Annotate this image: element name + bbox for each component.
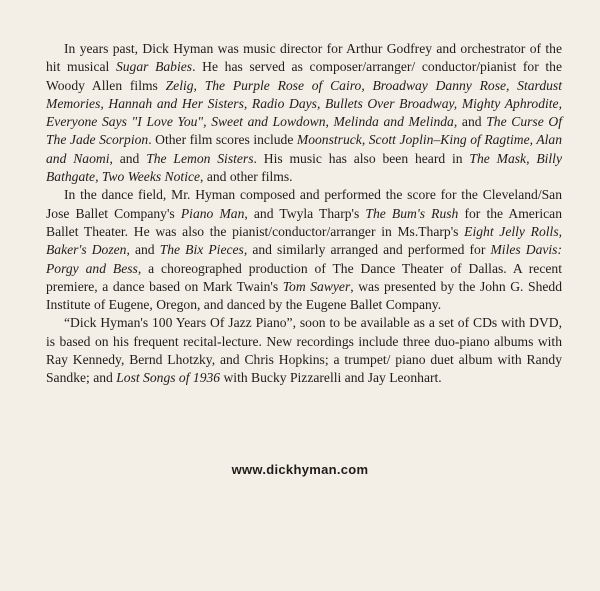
website-url[interactable]: www.dickhyman.com xyxy=(231,462,369,477)
body-text: . His music has also been heard in xyxy=(253,150,470,166)
italic-title-text: Moonstruck, Scott Joplin–King of Ragtime, Alan and Naomi xyxy=(46,132,563,166)
body-text: , and xyxy=(109,150,147,166)
paragraph-dance-work xyxy=(46,186,562,314)
italic-title-text: Eight Jelly Rolls, Baker's Dozen xyxy=(46,223,563,258)
body-text: , and xyxy=(126,242,160,258)
italic-title-text: The Bix Pieces, xyxy=(159,242,248,258)
body-text: for the American Ballet Theater. He was also the pianist/conductor/arranger in Ms.Tharp's xyxy=(46,205,563,239)
body-text: . Other film scores include xyxy=(148,132,297,148)
body-text: “Dick Hyman's 100 Years Of Jazz Piano”, soon to be available as a set of CDs with DVD, is based on his frequent recital-lecture. New recordings include three duo-piano albums with Ray Kennedy, Bernd Lhotzky, and Chris Hopkins; a trumpet/ piano duet album with Randy Sandke; and xyxy=(46,315,562,386)
italic-title-text: The Bum's Rush xyxy=(365,205,459,221)
italic-title-text: Zelig, The Purple Rose of Cairo, Broadway Danny Rose, Stardust Memories, Hannah and Her Sisters, Radio Days, Bullets Over Broadway, Mighty Aphrodite, Everyone Says "I Love You", Sweet and Lowdown, Melinda and Melinda, xyxy=(46,77,562,130)
body-text: In years past, Dick Hyman was music director for Arthur Godfrey and orchestrator of the hit musical xyxy=(46,41,562,75)
paragraph-film-work xyxy=(46,40,562,186)
italic-title-text: The Mask, Billy Bathgate, Two Weeks Notice xyxy=(46,150,562,185)
body-text: , and Twyla Tharp's xyxy=(244,205,366,221)
italic-title-text: Tom Sawyer xyxy=(282,278,351,294)
italic-title-text: The Lemon Sisters xyxy=(146,150,254,166)
italic-title-text: Miles Davis: Porgy and Bess xyxy=(46,242,562,276)
body-text: , and other films. xyxy=(200,169,293,185)
body-text: and xyxy=(457,114,487,130)
body-text: with Bucky Pizzarelli and Jay Leonhart. xyxy=(220,370,442,386)
italic-title-text: Sugar Babies xyxy=(115,59,193,75)
italic-title-text: Piano Man xyxy=(180,205,245,221)
biography-text xyxy=(46,40,562,388)
body-text: and similarly arranged and performed for xyxy=(247,242,491,258)
body-text: . He has served as composer/arranger/ conductor/pianist for the Woody Allen films xyxy=(46,59,563,93)
body-text: In the dance field, Mr. Hyman composed and performed the score for the Cleveland/San Jose Ballet Company's xyxy=(46,187,562,221)
paragraph-recordings xyxy=(46,314,562,387)
body-text: , was presented by the John G. Shedd Institute of Eugene, Oregon, and danced by the Eugene Ballet Company. xyxy=(46,278,563,313)
italic-title-text: Lost Songs of 1936 xyxy=(116,370,221,386)
italic-title-text: The Curse Of The Jade Scorpion xyxy=(46,114,562,148)
body-text: , a choreographed production of The Dance Theater of Dallas. A recent premiere, a dance based on Mark Twain's xyxy=(46,260,562,294)
